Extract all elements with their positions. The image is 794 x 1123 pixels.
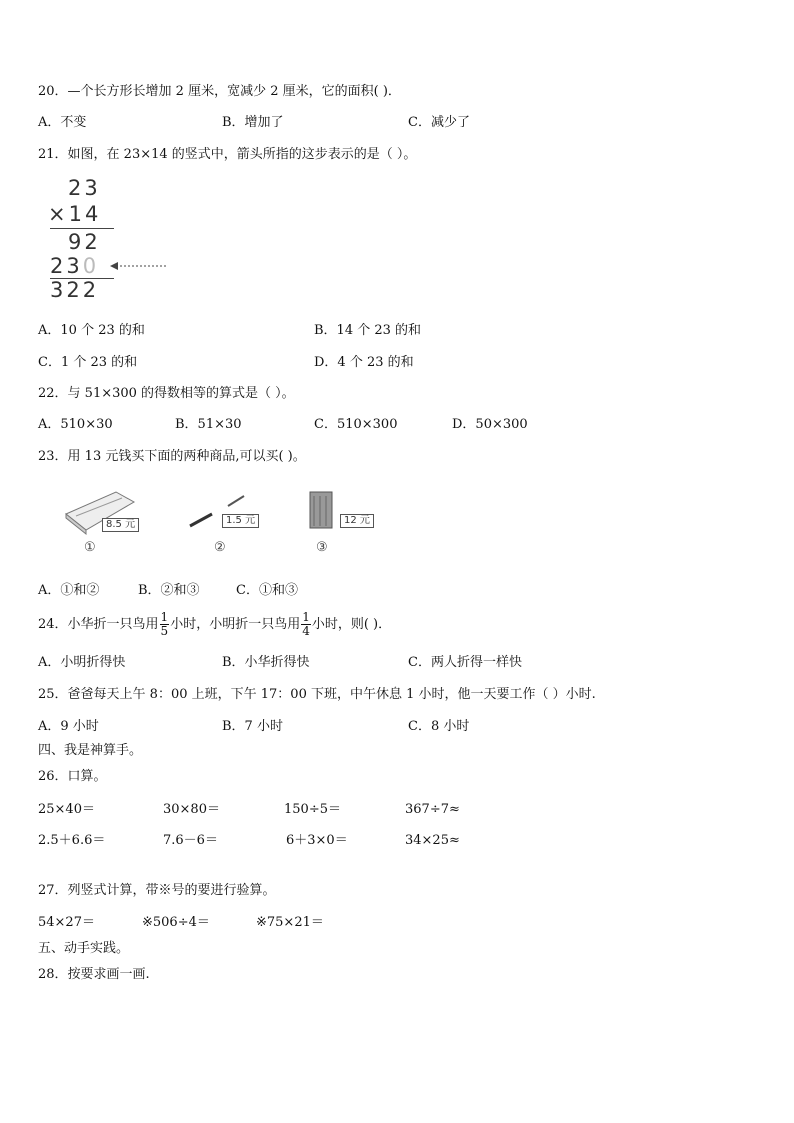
q22-stem: 22．与 51×300 的得数相等的算式是（ ）。 — [38, 386, 295, 401]
q23-stem: 23．用 13 元钱买下面的两种商品,可以买( )。 — [38, 449, 306, 464]
q22-option-b[interactable]: B．51×30 — [175, 417, 242, 432]
vertical-row-partial-1: 92 — [68, 230, 101, 254]
q26-item-1: 25×40＝ — [38, 802, 95, 817]
book-icon — [306, 486, 366, 536]
q22-option-d[interactable]: D．50×300 — [452, 417, 528, 432]
vertical-row-multiplicand: 23 — [68, 176, 101, 200]
pen-icon — [184, 486, 254, 536]
dotted-zero: 0 — [82, 254, 100, 278]
q26-item-3: 150÷5＝ — [284, 802, 341, 817]
q26-item-5: 2.5＋6.6＝ — [38, 833, 106, 848]
q21-stem: 21．如图，在 23×14 的竖式中，箭头所指的这步表示的是（ ）。 — [38, 147, 417, 162]
vertical-multiplication — [44, 176, 174, 304]
q23-option-c[interactable]: C．①和③ — [236, 583, 298, 598]
goods-item-1 — [56, 486, 146, 560]
fraction-one-quarter: $\frac{1}{4}$ — [302, 610, 310, 638]
q25-option-b[interactable]: B．7 小时 — [222, 719, 283, 734]
q26-item-2: 30×80＝ — [163, 802, 220, 817]
fraction-one-fifth: $\frac{1}{5}$ — [160, 610, 169, 638]
q21-option-d[interactable]: D．4 个 23 的和 — [314, 355, 414, 370]
q25-option-a[interactable]: A．9 小时 — [38, 719, 99, 734]
section-four-heading: 四、我是神算手。 — [38, 743, 143, 758]
price-tag-2: 1.5 元 — [222, 514, 259, 528]
q21-option-a[interactable]: A．10 个 23 的和 — [38, 323, 145, 338]
q26-item-4: 367÷7≈ — [405, 802, 460, 817]
vertical-row-product: 322 — [50, 278, 100, 302]
q24-option-c[interactable]: C．两人折得一样快 — [408, 655, 522, 670]
q28-stem: 28．按要求画一画. — [38, 967, 150, 982]
q24-stem — [38, 610, 391, 640]
q27-item-1: 54×27＝ — [38, 915, 95, 930]
goods-item-3 — [306, 486, 396, 560]
q24-stem-part-a: 24．小华折一只鸟用 — [38, 617, 159, 632]
q26-item-6: 7.6－6＝ — [163, 833, 218, 848]
vertical-row-partial-2: 230 — [50, 254, 100, 278]
q27-item-3: ※75×21＝ — [256, 915, 324, 930]
q20-option-b[interactable]: B．增加了 — [222, 115, 284, 130]
q26-stem: 26．口算。 — [38, 769, 107, 784]
q21-option-c[interactable]: C．1 个 23 的和 — [38, 355, 138, 370]
q26-item-7: 6＋3×0＝ — [286, 833, 348, 848]
vertical-row-multiplier: ×14 — [48, 202, 102, 226]
vertical-rule-1 — [50, 228, 114, 229]
q25-stem: 25．爸爸每天上午 8：00 上班，下午 17：00 下班，中午休息 1 小时，他一天要工作（ ）小时. — [38, 687, 596, 702]
item-label-3: ③ — [316, 540, 328, 555]
q23-option-b[interactable]: B．②和③ — [138, 583, 200, 598]
q24-option-b[interactable]: B．小华折得快 — [222, 655, 310, 670]
q24-option-a[interactable]: A．小明折得快 — [38, 655, 126, 670]
q27-item-2: ※506÷4＝ — [142, 915, 210, 930]
goods-item-2 — [184, 486, 274, 560]
item-label-1: ① — [84, 540, 96, 555]
section-five-heading: 五、动手实践。 — [38, 941, 130, 956]
q22-option-c[interactable]: C．510×300 — [314, 417, 398, 432]
q24-stem-part-c: 小时，则( )． — [311, 617, 392, 632]
item-label-2: ② — [214, 540, 226, 555]
q27-stem: 27．列竖式计算，带※号的要进行验算。 — [38, 883, 276, 898]
q20-stem: 20．—个长方形长增加 2 厘米，宽减少 2 厘米，它的面积( )． — [38, 84, 401, 99]
q25-option-c[interactable]: C．8 小时 — [408, 719, 470, 734]
price-tag-3: 12 元 — [340, 514, 374, 528]
q21-option-b[interactable]: B．14 个 23 的和 — [314, 323, 422, 338]
q23-option-a[interactable]: A．①和② — [38, 583, 100, 598]
q22-option-a[interactable]: A．510×30 — [38, 417, 113, 432]
q20-option-a[interactable]: A．不变 — [38, 115, 87, 130]
arrow-icon — [110, 260, 170, 272]
q26-item-8: 34×25≈ — [405, 833, 460, 848]
goods-picture — [56, 486, 416, 560]
price-tag-1: 8.5 元 — [102, 518, 139, 532]
q20-option-c[interactable]: C．减少了 — [408, 115, 470, 130]
q24-stem-part-b: 小时，小明折一只鸟用 — [170, 617, 301, 632]
